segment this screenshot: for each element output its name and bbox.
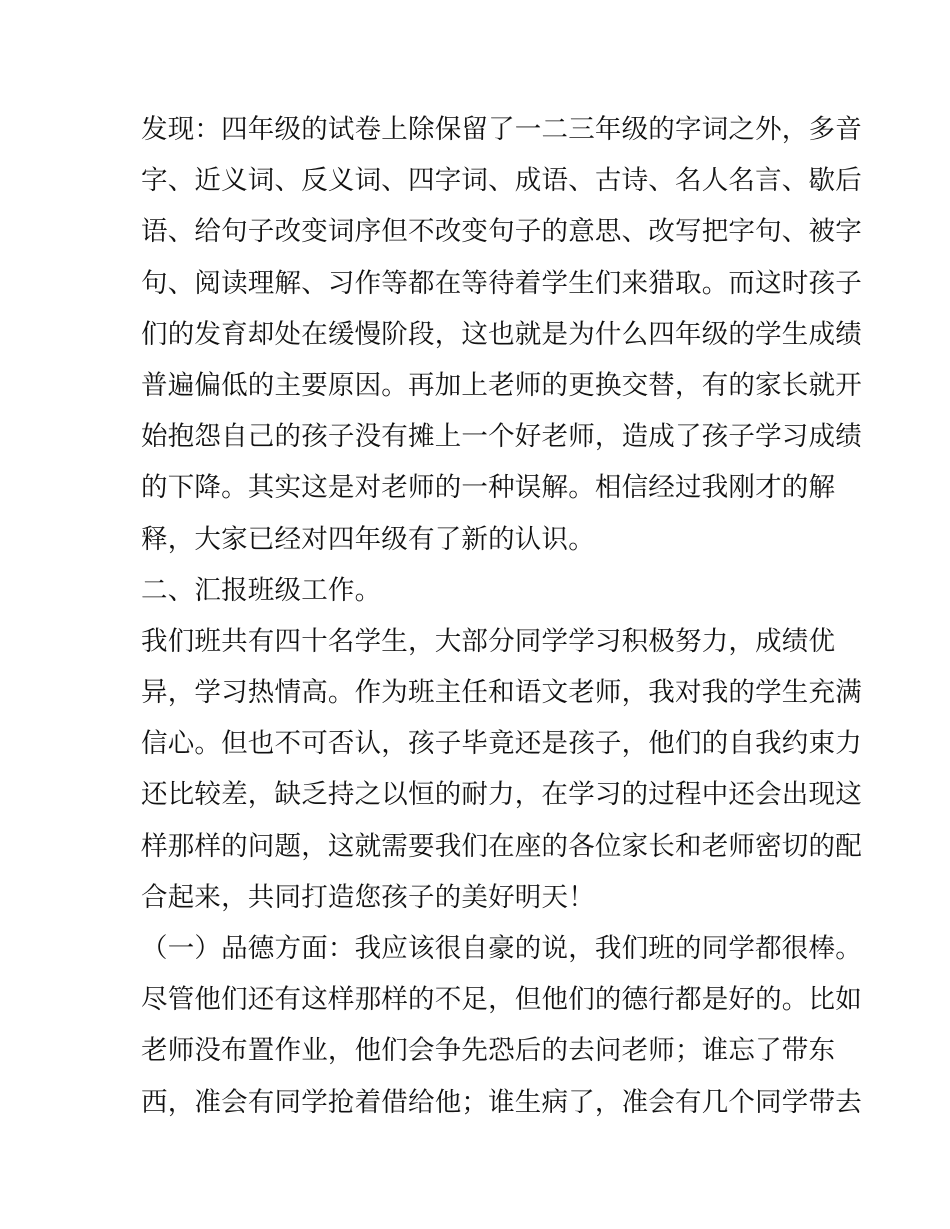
text-line: 还比较差，缺乏持之以恒的耐力，在学习的过程中还会出现这	[141, 779, 862, 811]
text-line: 样那样的问题，这就需要我们在座的各位家长和老师密切的配	[141, 830, 862, 862]
section-heading: 二、汇报班级工作。	[141, 574, 382, 606]
text-line: 始抱怨自己的孩子没有摊上一个好老师，造成了孩子学习成绩	[141, 421, 862, 453]
text-line: 我们班共有四十名学生，大部分同学学习积极努力，成绩优	[141, 625, 836, 657]
text-line: 语、给句子改变词序但不改变句子的意思、改写把字句、被字	[141, 216, 862, 248]
text-line: 异，学习热情高。作为班主任和语文老师，我对我的学生充满	[141, 677, 862, 709]
text-line: （一）品德方面：我应该很自豪的说，我们班的同学都很棒。	[141, 933, 862, 964]
text-line: 信心。但也不可否认，孩子毕竟还是孩子，他们的自我约束力	[141, 728, 862, 760]
text-line: 句、阅读理解、习作等都在等待着学生们来猎取。而这时孩子	[141, 267, 862, 299]
text-line: 释，大家已经对四年级有了新的认识。	[141, 523, 595, 555]
text-line: 的下降。其实这是对老师的一种误解。相信经过我刚才的解	[141, 472, 836, 504]
text-line: 合起来，共同打造您孩子的美好明天！	[141, 881, 595, 913]
text-line: 普遍偏低的主要原因。再加上老师的更换交替，有的家长就开	[141, 369, 862, 401]
text-line: 尽管他们还有这样那样的不足，但他们的德行都是好的。比如	[141, 984, 862, 1016]
text-line: 发现：四年级的试卷上除保留了一二三年级的字词之外，多音	[141, 114, 862, 145]
text-line: 老师没布置作业，他们会争先恐后的去问老师；谁忘了带东	[141, 1035, 836, 1067]
body-text	[141, 104, 862, 1128]
text-line: 西，准会有同学抢着借给他；谁生病了，准会有几个同学带去	[141, 1086, 862, 1118]
text-line: 字、近义词、反义词、四字词、成语、古诗、名人名言、歇后	[141, 165, 862, 197]
text-line: 们的发育却处在缓慢阶段，这也就是为什么四年级的学生成绩	[141, 318, 862, 350]
